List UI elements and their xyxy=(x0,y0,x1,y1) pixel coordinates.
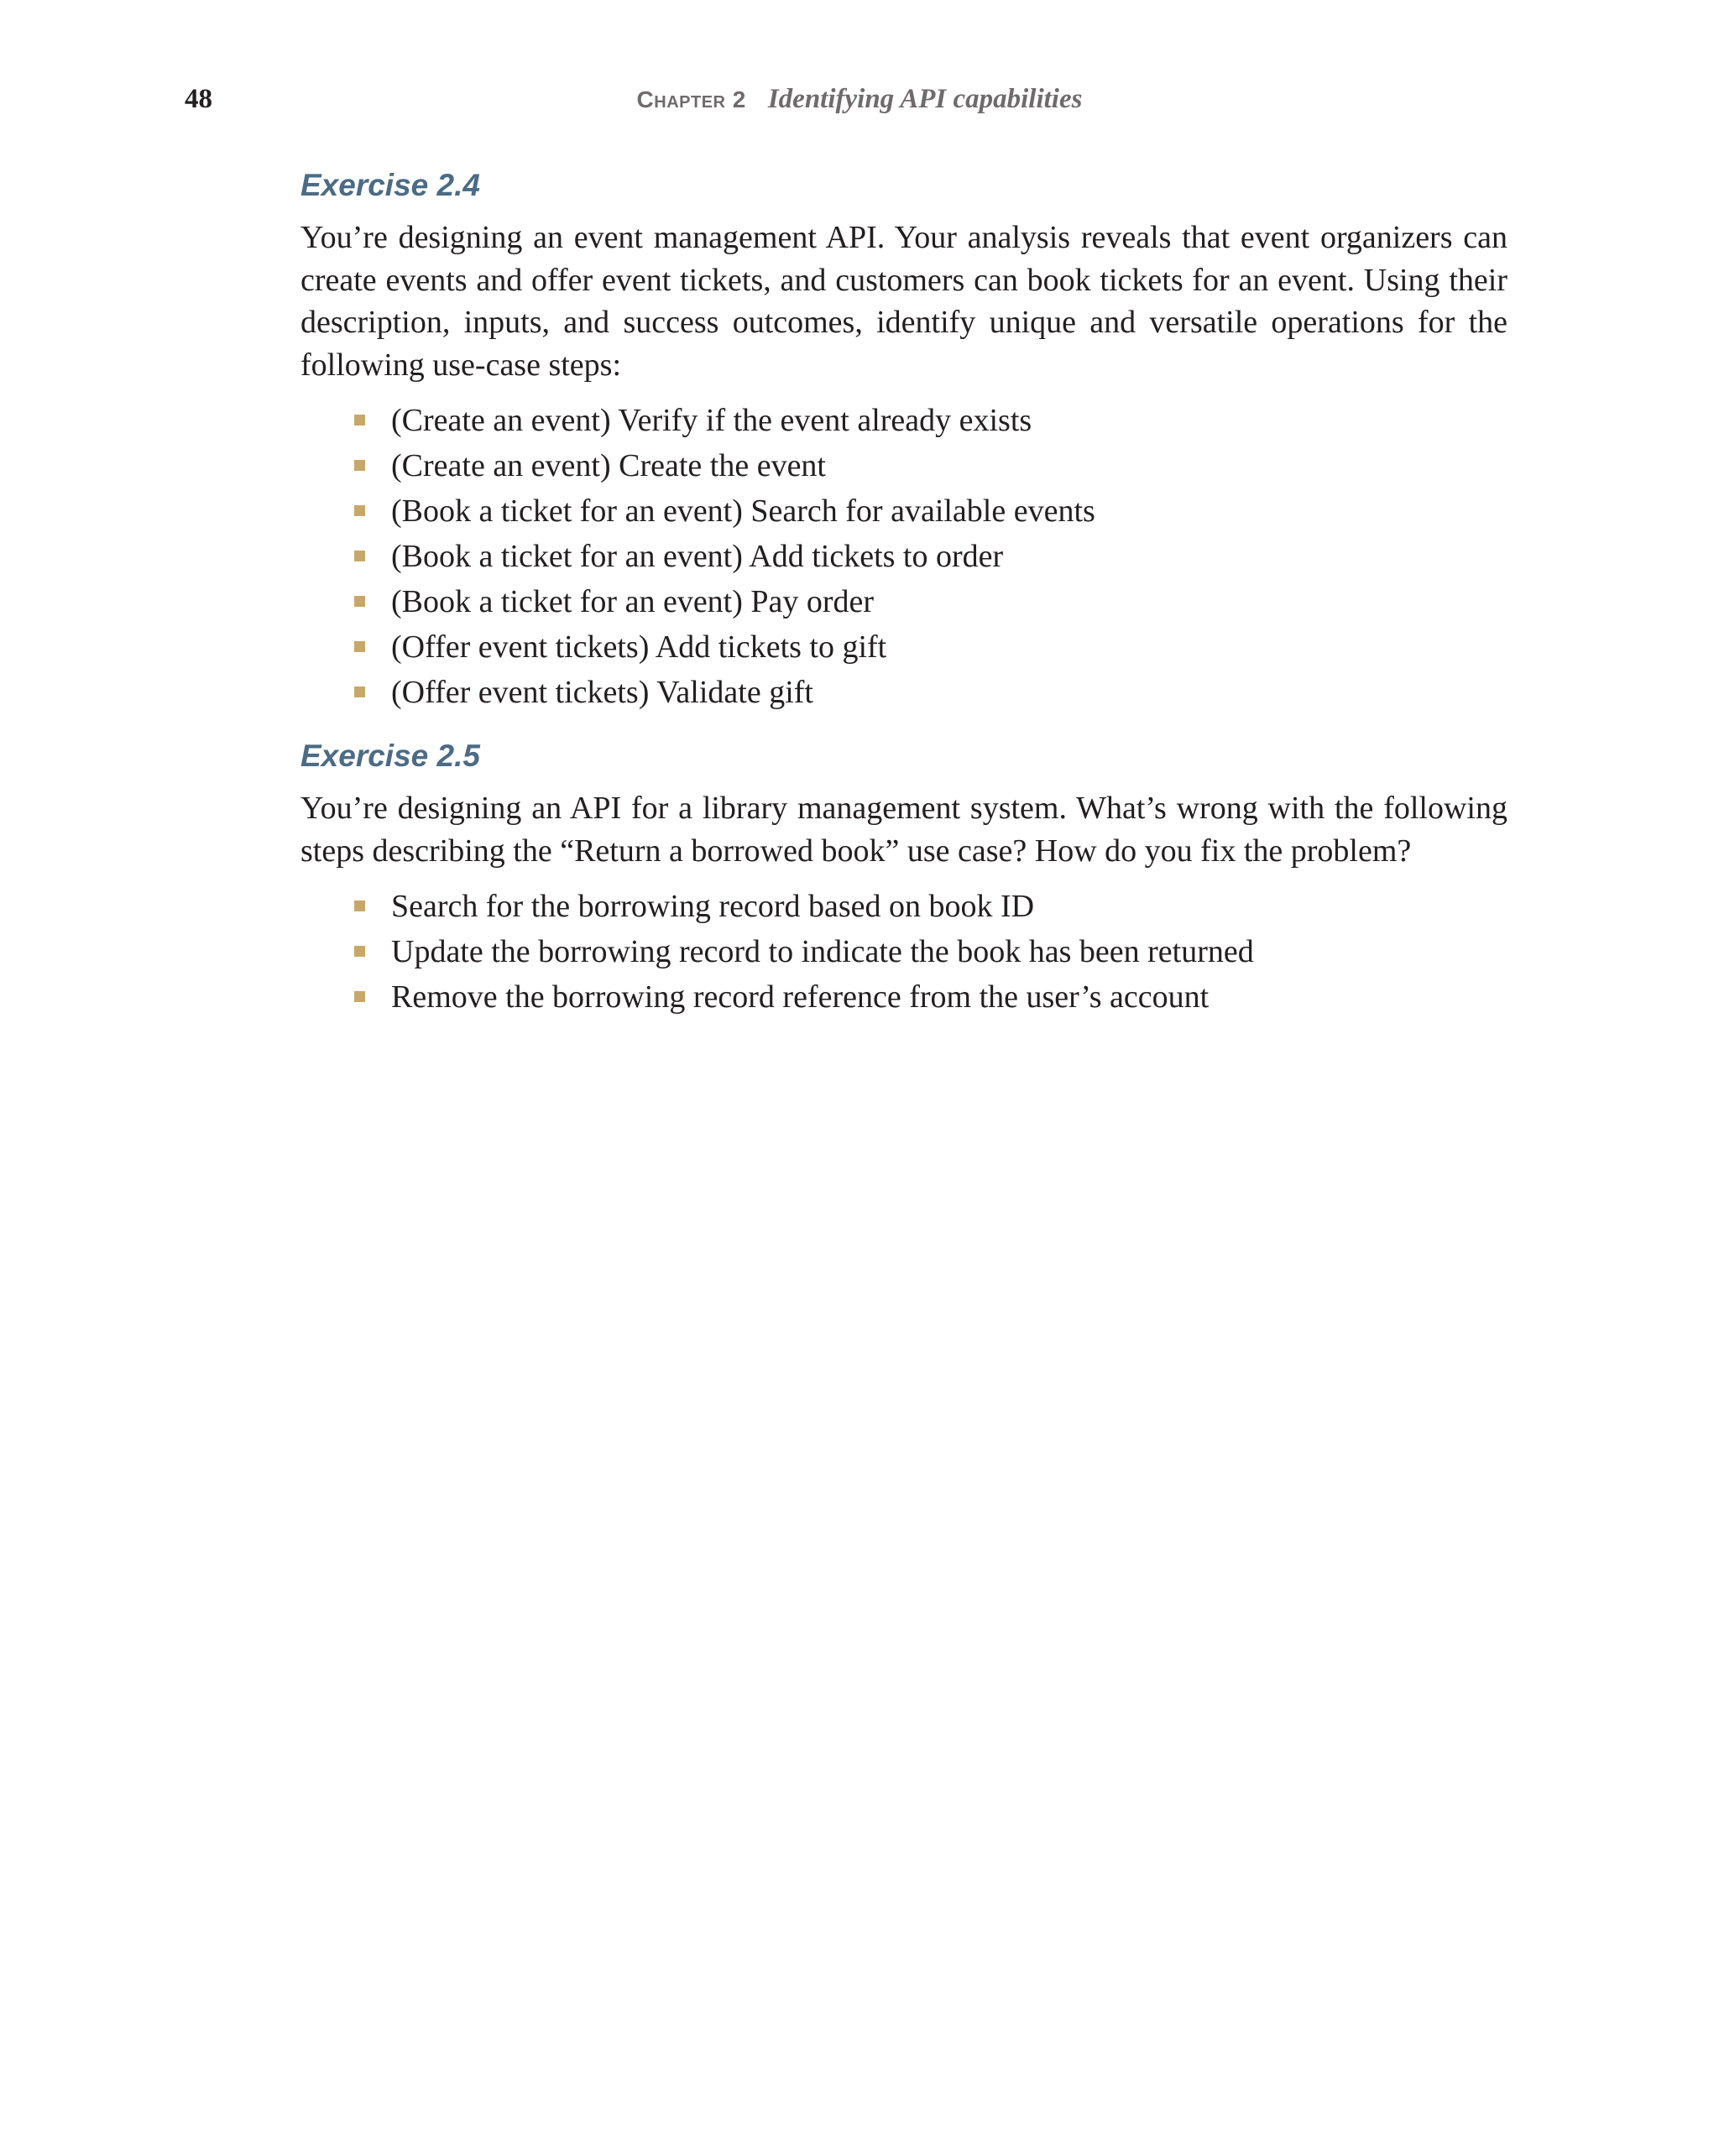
list-item-text: Search for the borrowing record based on book ID xyxy=(391,889,1035,924)
list-item-text: (Offer event tickets) Add tickets to gift xyxy=(391,629,887,665)
list-item-text: (Offer event tickets) Validate gift xyxy=(391,675,813,710)
list-item-text: Update the borrowing record to indicate the book has been returned xyxy=(391,934,1254,969)
square-bullet-icon xyxy=(354,686,365,697)
square-bullet-icon xyxy=(354,415,365,425)
list-item xyxy=(354,884,1507,929)
chapter-title: Identifying API capabilities xyxy=(767,84,1083,114)
list-item-text: (Create an event) Create the event xyxy=(391,448,826,483)
list-item xyxy=(354,398,1507,443)
square-bullet-icon xyxy=(354,596,365,607)
running-head xyxy=(0,81,1719,122)
use-case-step-list xyxy=(300,884,1507,1020)
list-item xyxy=(354,443,1507,488)
exercise-paragraph: You’re designing an event management API. Your analysis reveals that event organizers can create events and offer event tickets, and customers can book tickets for an event. Using their description, inputs, and success outcomes, identify unique and versatile operations for the following use-case steps: xyxy=(300,220,1507,383)
section-spacer xyxy=(300,715,1507,735)
list-item-text: (Create an event) Verify if the event already exists xyxy=(391,403,1032,438)
list-item xyxy=(354,579,1507,624)
list-item-text: (Book a ticket for an event) Pay order xyxy=(391,584,875,619)
exercise-heading: Exercise 2.5 xyxy=(300,739,480,773)
square-bullet-icon xyxy=(354,901,365,911)
square-bullet-icon xyxy=(354,505,365,516)
list-item xyxy=(354,624,1507,670)
list-item xyxy=(354,929,1507,974)
page-content xyxy=(300,164,1507,1020)
use-case-step-list xyxy=(300,398,1507,715)
square-bullet-icon xyxy=(354,991,365,1002)
list-item xyxy=(354,974,1507,1020)
square-bullet-icon xyxy=(354,946,365,957)
exercise-2-4 xyxy=(300,164,1507,715)
list-item-text: (Book a ticket for an event) Add tickets to order xyxy=(391,539,1004,574)
square-bullet-icon xyxy=(354,641,365,652)
exercise-heading: Exercise 2.4 xyxy=(300,168,480,202)
list-item-text: Remove the borrowing record reference from the user’s account xyxy=(391,979,1210,1015)
list-item xyxy=(354,670,1507,715)
exercise-2-5 xyxy=(300,735,1507,1020)
list-item xyxy=(354,488,1507,534)
page-number: 48 xyxy=(185,84,212,114)
exercise-paragraph: You’re designing an API for a library management system. What’s wrong with the following steps describing the “Return a borrowed book” use case? How do you fix the problem? xyxy=(300,791,1507,869)
square-bullet-icon xyxy=(354,551,365,561)
list-item-text: (Book a ticket for an event) Search for available events xyxy=(391,493,1095,529)
list-item xyxy=(354,534,1507,579)
square-bullet-icon xyxy=(354,460,365,471)
chapter-label: Chapter 2 xyxy=(636,86,746,112)
